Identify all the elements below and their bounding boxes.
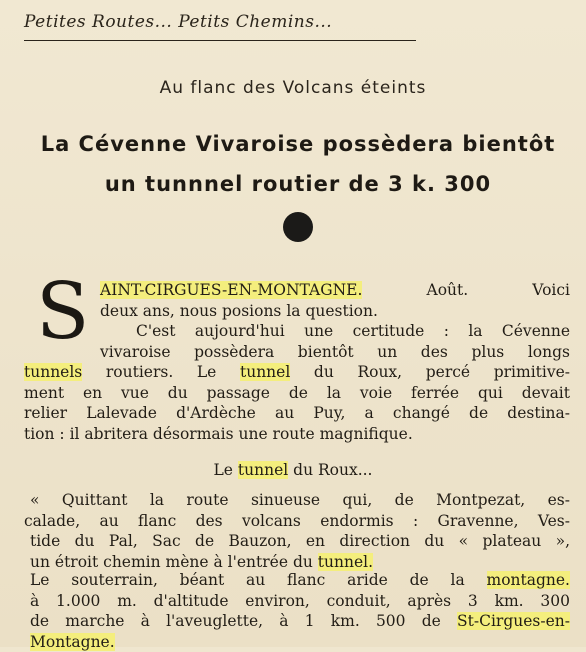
paragraph-1-line-5-text-a: routiers. Le	[82, 363, 240, 381]
paragraph-3	[24, 570, 570, 652]
highlight-tunnel: tunnel	[238, 461, 288, 479]
highlight-montagne-end: Montagne.	[30, 633, 115, 651]
highlight-montagne: montagne.	[487, 571, 571, 589]
paragraph-3-line-2: à 1.000 m. d'altitude environ, conduit, après 3 km. 300	[24, 591, 570, 612]
paragraph-1-line-5	[24, 362, 570, 383]
paragraph-2-line-4-text: un étroit chemin mène à l'entrée du	[30, 553, 318, 571]
paragraph-3-line-3-text: de marche à l'aveuglette, à 1 km. 500 de	[30, 612, 457, 630]
paragraph-3-line-4	[24, 632, 570, 652]
highlight-tunnel: tunnel.	[318, 553, 373, 571]
headline-line-1: La Cévenne Vivaroise possèdera bientôt	[18, 124, 578, 164]
section-rubric: Petites Routes... Petits Chemins...	[24, 12, 416, 32]
paragraph-3-line-1-text: Le souterrain, béant au flanc aride de la	[30, 571, 487, 589]
highlight-st-cirgues: St-Cirgues-en-	[457, 612, 570, 630]
paragraph-1-body	[24, 362, 570, 444]
paragraph-3-line-3	[24, 611, 570, 632]
paragraph-2-line-1: « Quittant la route sinueuse qui, de Montpezat, es-	[24, 490, 570, 511]
paragraph-1-line-4: vivaroise possèdera bientôt un des plus longs	[64, 342, 570, 363]
paragraph-1-line-3: C'est aujourd'hui une certitude : la Cévenne	[100, 321, 570, 342]
article-kicker: Au flanc des Volcans éteints	[0, 78, 586, 98]
highlight-tunnels: tunnels	[24, 363, 82, 381]
paragraph-1-line-1-rest: Août. Voici	[362, 281, 570, 299]
highlight-tunnel: tunnel	[240, 363, 290, 381]
paragraph-2-line-4	[24, 552, 570, 573]
paragraph-1-continued	[100, 321, 570, 362]
paragraph-1-line-7: relier Lalevade d'Ardèche au Puy, a changé de destina-	[24, 403, 570, 424]
paragraph-3-line-1	[24, 570, 570, 591]
subheading-pre: Le	[214, 461, 238, 479]
paragraph-1-line-1	[100, 280, 570, 301]
paragraph-1-line-2: deux ans, nous posions la question.	[100, 301, 570, 322]
headline-line-2: un tunnnel routier de 3 k. 300	[18, 164, 578, 204]
rubric-underline	[24, 40, 416, 41]
drop-cap: S	[36, 272, 89, 352]
paragraph-1-line-5-text-b: du Roux, percé primitive-	[290, 363, 570, 381]
article-headline	[18, 124, 578, 204]
paragraph-2-line-3: tide du Pal, Sac de Bauzon, en direction du « plateau »,	[24, 531, 570, 552]
separator-bullet	[283, 212, 313, 242]
paragraph-1-line-8: tion : il abritera désormais une route magnifique.	[24, 424, 570, 445]
paragraph-1-line-6: ment en vue du passage de la voie ferrée qui devait	[24, 383, 570, 404]
highlight-place-name: AINT-CIRGUES-EN-MONTAGNE.	[100, 281, 362, 299]
paragraph-2	[24, 490, 570, 572]
section-subheading	[0, 461, 586, 479]
paragraph-2-line-2: calade, au flanc des volcans endormis : Gravenne, Ves-	[24, 511, 570, 532]
paragraph-1-opening	[100, 280, 570, 321]
subheading-post: du Roux...	[288, 461, 372, 479]
